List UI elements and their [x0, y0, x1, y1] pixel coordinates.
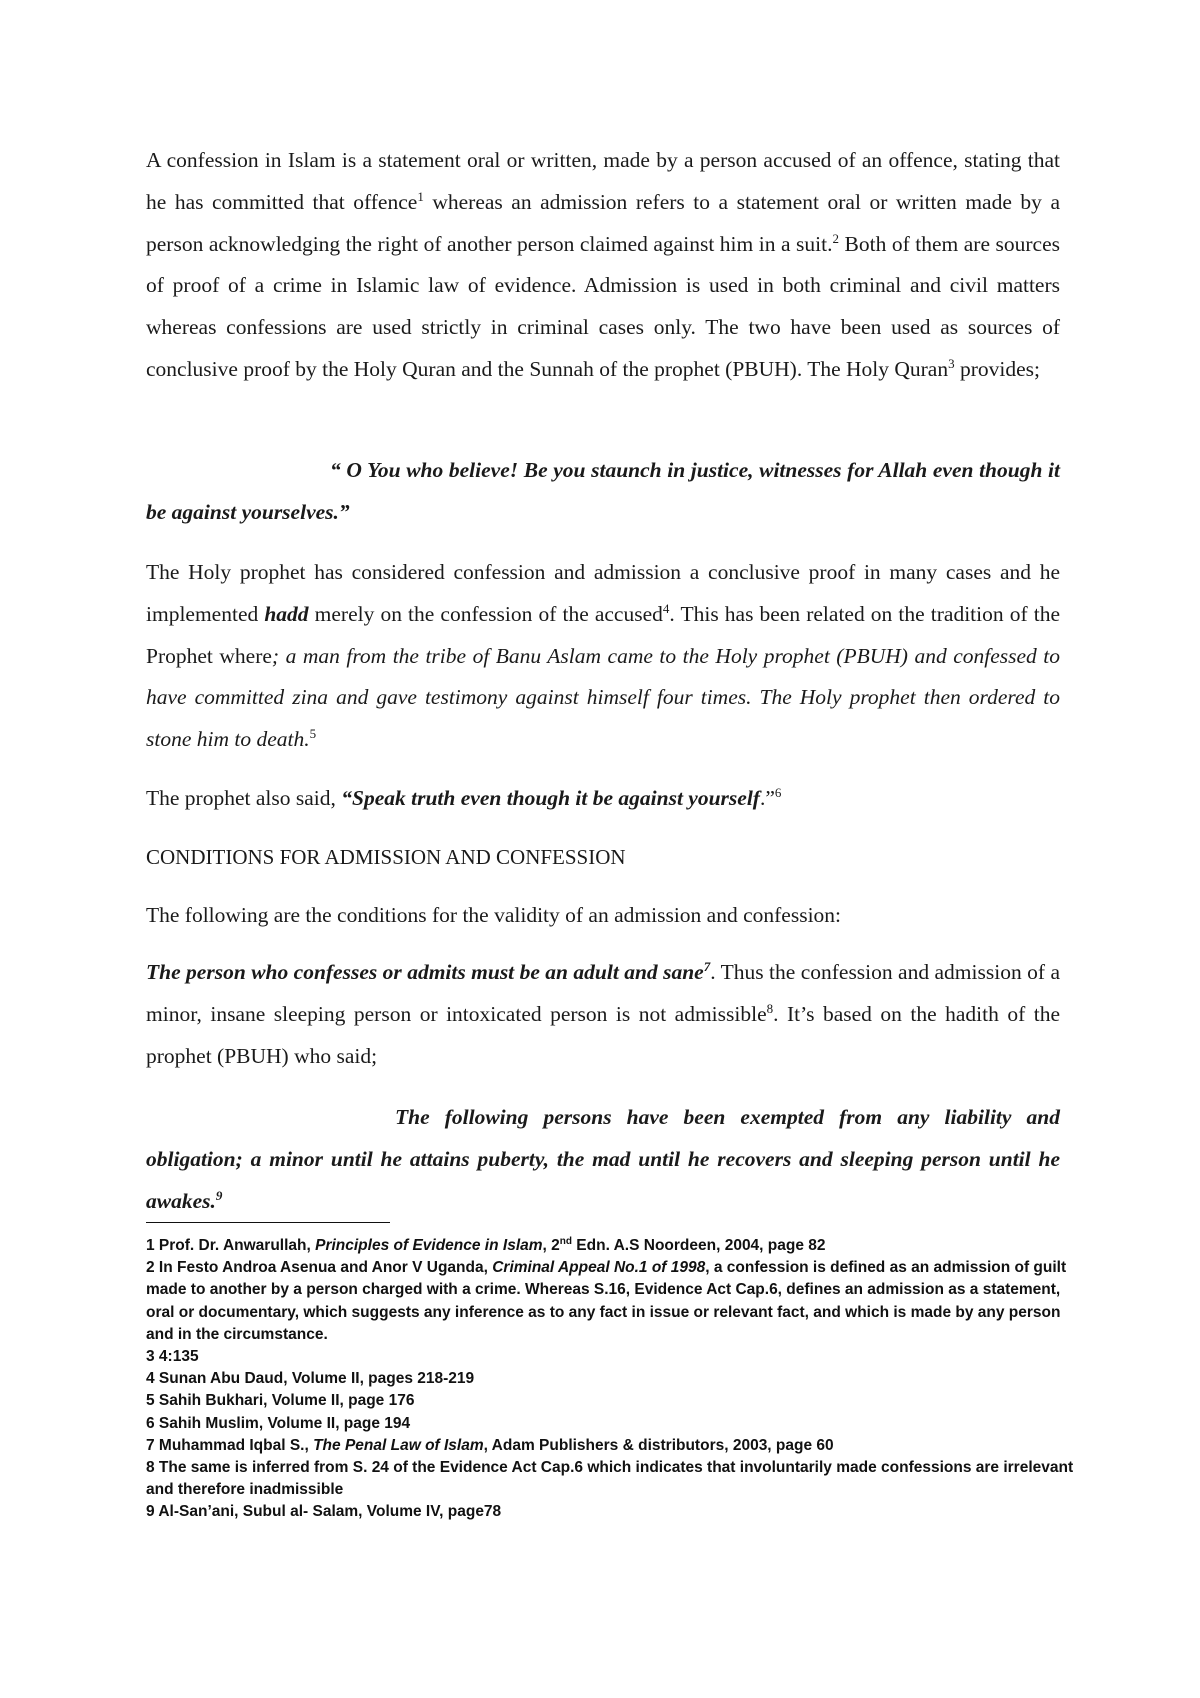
footnote-ref[interactable]: 1 — [417, 188, 424, 204]
text-run: 7 Muhammad Iqbal S., — [146, 1436, 314, 1454]
text-run: merely on the confession of the accused — [308, 601, 663, 626]
footnote-4: 4 Sunan Abu Daud, Volume II, pages 218-219 — [146, 1370, 475, 1388]
text-run: The Holy prophet has considered confession and admission a conclusive proof in many cases and he implemented — [146, 560, 1060, 626]
footnote-ref[interactable]: 4 — [662, 600, 670, 616]
prophet-paragraph — [146, 552, 1060, 761]
tradition-text: ; a man from the tribe of Banu Aslam came to the Holy prophet (PBUH) and confessed to have committed zina and gave testimony against himself four times. The Holy prophet then ordered to stone him to death. — [146, 643, 1061, 752]
text-run: whereas an admission refers to a statement oral or written made by a person acknowledging the right of another person claimed against him in a suit. — [146, 189, 1060, 256]
footnote-1 — [146, 1235, 1086, 1257]
text-run: Principles of Evidence in Islam — [315, 1237, 543, 1254]
text-run: Edn. A.S Noordeen, 2004, page 82 — [571, 1237, 826, 1254]
text-run: . It’s based on the hadith of the prophet (PBUH) who said; — [146, 1001, 1060, 1068]
footnote-6: 6 Sahih Muslim, Volume II, page 194 — [146, 1414, 411, 1432]
text-run: , 2 — [542, 1237, 560, 1254]
footnote-ref[interactable]: 3 — [948, 355, 955, 371]
text-run: . Thus the confession and admission of a minor, insane sleeping person or intoxicated person is not admissible — [146, 960, 1060, 1026]
text-run: The prophet also said, — [146, 786, 342, 810]
hadd-term: hadd — [264, 601, 309, 626]
text-run: 1 Prof. Dr. Anwarullah, — [146, 1237, 316, 1254]
footnotes — [146, 1235, 1086, 1524]
intro-paragraph — [146, 140, 1060, 391]
footnote-ref[interactable]: 8 — [766, 1000, 774, 1016]
footnote-ref[interactable]: 2 — [832, 230, 839, 246]
quote-text: “ O You who believe! Be you staunch in justice, witnesses for Allah even though it be against yourselves.” — [146, 458, 1060, 524]
footnote-ref[interactable]: 6 — [774, 785, 782, 800]
section-heading: CONDITIONS FOR ADMISSION AND CONFESSION — [146, 845, 626, 869]
footnote-ref[interactable]: 9 — [215, 1187, 223, 1203]
text-run: .” — [759, 786, 775, 810]
text-run: 2 In Festo Androa Asenua and Anor V Uganda, — [146, 1259, 493, 1277]
text-run: A confession in Islam is a statement oral or written, made by a person accused of an offence, stating that he has committed that offence — [146, 148, 1060, 214]
footnote-7 — [146, 1435, 1086, 1457]
footnote-ref[interactable]: 5 — [309, 726, 317, 742]
footnote-9: 9 Al-San’ani, Subul al- Salam, Volume IV, page78 — [146, 1503, 502, 1521]
footnote-separator — [146, 1222, 390, 1223]
footnote-3: 3 4:135 — [146, 1348, 199, 1366]
text-run: nd — [559, 1236, 572, 1247]
condition-paragraph — [146, 952, 1060, 1077]
prophet-saying — [146, 778, 1060, 820]
text-run: Criminal Appeal No.1 of 1998 — [492, 1259, 706, 1277]
footnote-8: 8 The same is inferred from S. 24 of the Evidence Act Cap.6 which indicates that involuntarily made confessions are irrelevant and therefore inadmissible — [146, 1459, 1074, 1499]
text-run: , Adam Publishers & distributors, 2003, page 60 — [483, 1436, 834, 1454]
text-run: The Penal Law of Islam — [313, 1436, 484, 1454]
text-run: , a confession is defined as an admission of guilt made to another by a person charged with a crime. Whereas S.16, Evidence Act Cap.6, defines an admission as a statement, oral or documentary, which suggests any inference as to any fact in issue or relevant fact, and which is made by any person and in the circumstance. — [146, 1259, 1067, 1343]
condition-text: The person who confesses or admits must be an adult and sane — [146, 960, 704, 984]
text-run: provides; — [954, 356, 1041, 381]
text-run: Both of them are sources of proof of a crime in Islamic law of evidence. Admission is used in both criminal and civil matters whereas confessions are used strictly in criminal cases only. The two have been used as sources of conclusive proof by the Holy Quran and the Sunnah of the prophet (PBUH). The Holy Quran — [146, 231, 1061, 381]
quote-text: The following persons have been exempted from any liability and obligation; a minor until he attains puberty, the mad until he recovers and sleeping person until he awakes. — [146, 1105, 1060, 1213]
text-run: . This has been related on the tradition of the Prophet where — [146, 601, 1060, 668]
hadith-quote — [146, 1097, 1060, 1222]
quran-quote — [146, 450, 1060, 534]
footnote-5: 5 Sahih Bukhari, Volume II, page 176 — [146, 1392, 415, 1410]
saying-quote: “Speak truth even though it be against yourself — [341, 786, 760, 810]
footnote-2 — [146, 1257, 1086, 1346]
footnote-ref[interactable]: 7 — [703, 959, 711, 974]
conditions-intro: The following are the conditions for the validity of an admission and confession: — [146, 903, 842, 927]
